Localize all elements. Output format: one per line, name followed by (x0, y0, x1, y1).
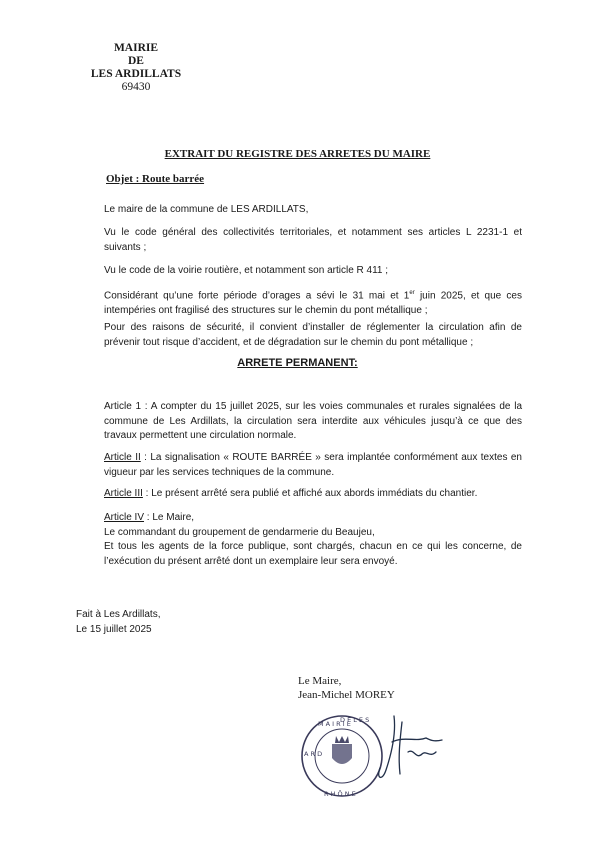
objet-line (106, 173, 204, 185)
svg-text:R H Ô N E: R H Ô N E (324, 790, 356, 798)
header-line-de: DE (128, 55, 144, 67)
signature-role: Le Maire, (298, 675, 342, 687)
stamp-emblem (332, 736, 352, 764)
svg-text:A R D: A R D (304, 750, 323, 758)
article-4-line2: Le commandant du groupement de gendarmerie du Beaujeu, (104, 526, 375, 538)
article-2-body: : La signalisation « ROUTE BARRÉE » sera implantée conformément aux textes en vigueur par les services techniques de la commune. (104, 452, 522, 478)
preamble-p2-text: Vu le code général des collectivités territoriales, et notamment ses articles L 2231-1 et suivants ; (104, 227, 522, 253)
objet-label: Objet : Route barrée (106, 173, 205, 185)
svg-text:M A I R I E: M A I R I E (318, 720, 351, 728)
svg-text:D E L E S: D E L E S (340, 716, 370, 724)
preamble-p4-sup: er (409, 290, 415, 296)
preamble-p3 (76, 264, 522, 279)
article-4-line3: Et tous les agents de la force publique, sont chargés, chacun en ce qui les concerne, de l’exécution du présent arrêté dont un exemplaire leur sera envoyé. (104, 541, 522, 567)
closing-block (76, 608, 160, 637)
preamble-p1 (76, 203, 522, 218)
signature-block (298, 674, 395, 702)
article-3 (76, 487, 522, 502)
article-3-body: : Le présent arrêté sera publié et affiché aux abords immédiats du chantier. (142, 488, 478, 499)
article-1 (76, 400, 522, 444)
preamble-p4-part1: Considérant qu’une forte période d’orages a sévi le 31 mai et 1 (104, 290, 410, 302)
preamble-p3-text: Vu le code de la voirie routière, et notamment son article R 411 ; (104, 265, 389, 276)
closing-place: Fait à Les Ardillats, (76, 609, 161, 620)
official-stamp-and-signature (296, 712, 456, 800)
header-line-commune: LES ARDILLATS (90, 68, 182, 80)
document-title: EXTRAIT DU REGISTRE DES ARRETES DU MAIRE (164, 148, 431, 160)
article-2-text (76, 451, 522, 480)
preamble-p2 (76, 226, 522, 255)
preamble-p5-text: Pour des raisons de sécurité, il convient d’installer de réglementer la circulation afin de prévenir tout risque d’accident, et de dégradation sur le chemin du pont métallique ; (104, 322, 522, 348)
header-line-mairie: MAIRIE (113, 42, 159, 54)
preamble-p4 (76, 286, 522, 318)
preamble-p4-text (76, 286, 522, 318)
mairie-header (80, 42, 192, 94)
closing-date: Le 15 juillet 2025 (76, 623, 152, 635)
header-postcode: 69430 (121, 81, 151, 93)
handwritten-signature (379, 716, 442, 777)
article-3-text (76, 487, 522, 502)
preamble-p1-text: Le maire de la commune de LES ARDILLATS, (104, 204, 309, 215)
article-4-body: : Le Maire, (144, 512, 195, 523)
article-4 (76, 511, 522, 569)
signature-name: Jean-Michel MOREY (298, 689, 395, 701)
preamble-p4-part2: juin 2025, et que ces intempéries ont fragilisé des structures sur le chemin du pont métallique ; (104, 290, 522, 316)
arrete-permanent-title: ARRETE PERMANENT: (237, 357, 358, 369)
article-4-line1 (76, 511, 522, 526)
article-4-label: Article IV (104, 512, 145, 523)
article-1-text: Article 1 : A compter du 15 juillet 2025, sur les voies communales et rurales signalées de la commune de Les Ardillats, la circulation sera interdite aux véhicules jusqu’à ce que des travaux permettent une circulation normale. (104, 401, 522, 441)
article-3-label: Article III (104, 488, 143, 499)
article-2 (76, 451, 522, 480)
article-2-label: Article II (104, 452, 141, 463)
preamble-p5 (76, 321, 522, 350)
